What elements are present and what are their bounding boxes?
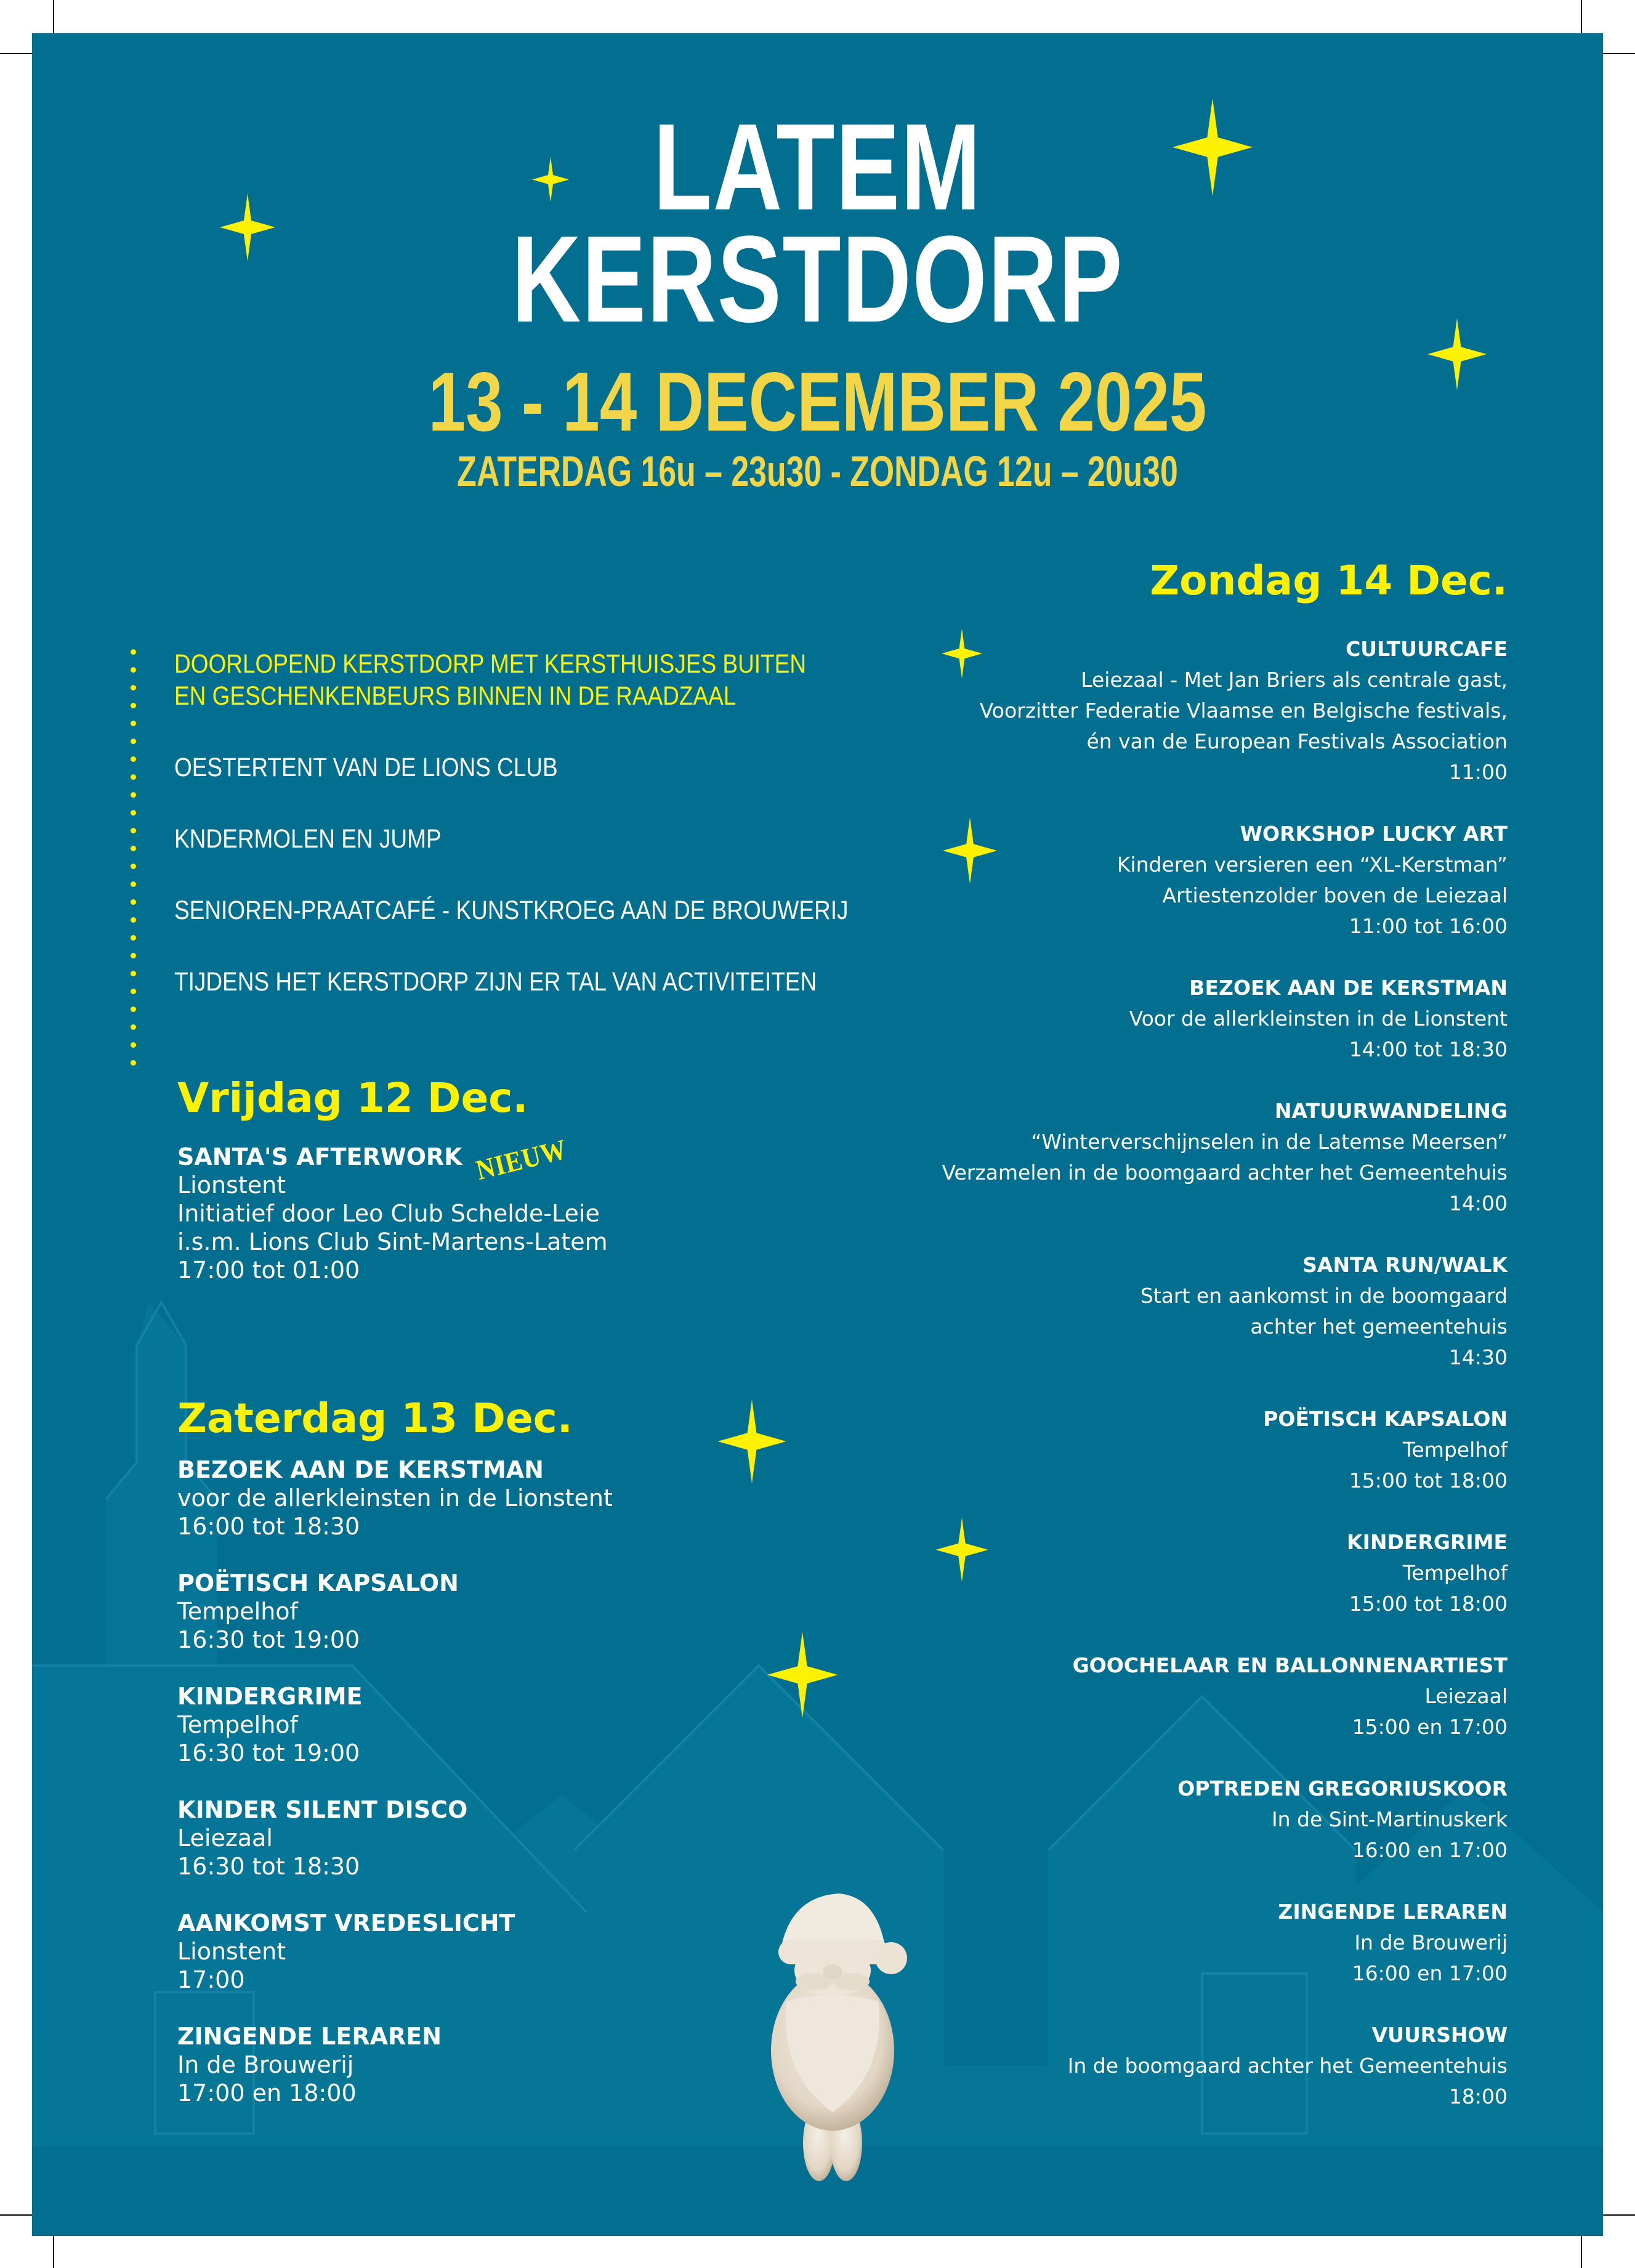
event-item bbox=[177, 1682, 613, 1767]
event-title: KINDERGRIME bbox=[177, 1683, 363, 1710]
event-item bbox=[942, 634, 1508, 788]
event-time: 18:00 bbox=[1448, 2084, 1508, 2108]
event-item bbox=[942, 973, 1508, 1065]
event-time: 16:00 tot 18:30 bbox=[177, 1513, 360, 1540]
event-time: 17:00 tot 01:00 bbox=[177, 1257, 360, 1284]
day-heading-saturday: Zaterdag 13 Dec. bbox=[177, 1395, 573, 1442]
intro-item: OESTERTENT VAN DE LIONS CLUB bbox=[174, 753, 558, 782]
trim-mark-top-left-v bbox=[53, 0, 54, 38]
event-time: 11:00 tot 16:00 bbox=[1349, 914, 1508, 938]
new-badge: NIEUW bbox=[472, 1133, 570, 1186]
event-time: 16:00 en 17:00 bbox=[1352, 1961, 1508, 1985]
event-title: BEZOEK AAN DE KERSTMAN bbox=[1189, 976, 1508, 1000]
event-title: ZINGENDE LERAREN bbox=[177, 2023, 442, 2050]
event-title: SANTA'S AFTERWORK bbox=[177, 1143, 462, 1170]
day-heading-friday: Vrijdag 12 Dec. bbox=[177, 1074, 528, 1122]
event-item bbox=[942, 1250, 1508, 1373]
intro-item: DOORLOPEND KERSTDORP MET KERSTHUISJES BUITEN bbox=[174, 649, 807, 679]
event-title: POËTISCH KAPSALON bbox=[1263, 1407, 1508, 1431]
event-location: In de Brouwerij bbox=[1354, 1930, 1508, 1954]
event-location: In de boomgaard achter het Gemeentehuis bbox=[1067, 2054, 1508, 2078]
event-item bbox=[177, 1569, 613, 1654]
event-item bbox=[942, 1527, 1508, 1619]
event-item bbox=[942, 1897, 1508, 1989]
intro-list bbox=[174, 616, 913, 998]
sunday-section bbox=[942, 557, 1508, 2143]
event-location: Lionstent bbox=[177, 1172, 286, 1199]
event-location: Artiestenzolder boven de Leiezaal bbox=[1162, 883, 1508, 907]
sparkle-star-icon bbox=[709, 1399, 794, 1483]
event-title: AANKOMST VREDESLICHT bbox=[177, 1910, 515, 1937]
event-time: 17:00 en 18:00 bbox=[177, 2080, 357, 2107]
friday-section bbox=[177, 1074, 608, 1313]
event-time: 16:30 tot 18:30 bbox=[177, 1853, 360, 1880]
event-time: 14:30 bbox=[1448, 1345, 1508, 1369]
event-location: In de Sint-Martinuskerk bbox=[1271, 1807, 1508, 1831]
sparkle-star-icon bbox=[761, 1632, 844, 1718]
title-line-2: KERSTDORP bbox=[511, 211, 1124, 348]
event-location: In de Brouwerij bbox=[177, 2051, 354, 2078]
event-item bbox=[942, 1650, 1508, 1743]
event-time: 14:00 bbox=[1448, 1191, 1508, 1215]
event-detail: i.s.m. Lions Club Sint-Martens-Latem bbox=[177, 1228, 608, 1255]
event-location: Start en aankomst in de boomgaard bbox=[1140, 1284, 1508, 1308]
event-detail: Initiatief door Leo Club Schelde-Leie bbox=[177, 1200, 600, 1227]
event-title: GOOCHELAAR EN BALLONNENARTIEST bbox=[1072, 1653, 1508, 1677]
event-location: Tempelhof bbox=[177, 1598, 298, 1625]
event-title: NATUURWANDELING bbox=[1274, 1099, 1508, 1123]
event-detail: én van de European Festivals Association bbox=[1086, 729, 1508, 753]
event-time: 16:30 tot 19:00 bbox=[177, 1626, 360, 1653]
event-time: 14:00 tot 18:30 bbox=[1349, 1037, 1508, 1061]
event-location: Leiezaal bbox=[1424, 1684, 1508, 1708]
event-item bbox=[942, 1773, 1508, 1866]
poster bbox=[32, 33, 1603, 2236]
event-title: ZINGENDE LERAREN bbox=[1278, 1900, 1508, 1924]
intro-item: EN GESCHENKENBEURS BINNEN IN DE RAADZAAL bbox=[174, 681, 737, 711]
saturday-section bbox=[177, 1395, 613, 2136]
event-location: Tempelhof bbox=[1402, 1438, 1508, 1462]
intro-item: KNDERMOLEN EN JUMP bbox=[174, 824, 442, 854]
event-location: Voor de allerkleinsten in de Lionstent bbox=[1129, 1006, 1508, 1031]
trim-mark-top-right-v bbox=[1581, 0, 1582, 38]
event-location: Leiezaal bbox=[177, 1825, 273, 1852]
event-title: WORKSHOP LUCKY ART bbox=[1240, 822, 1508, 846]
event-detail: Kinderen versieren een “XL-Kerstman” bbox=[1116, 853, 1508, 877]
event-title: POËTISCH KAPSALON bbox=[177, 1569, 459, 1597]
title-line-1: LATEM bbox=[653, 99, 982, 236]
event-detail: “Winterverschijnselen in de Latemse Meersen” bbox=[1031, 1130, 1508, 1154]
event-item bbox=[177, 1796, 613, 1881]
event-title: OPTREDEN GREGORIUSKOOR bbox=[1177, 1776, 1508, 1800]
event-title: KINDERGRIME bbox=[1347, 1530, 1508, 1554]
event-detail: Voorzitter Federatie Vlaamse en Belgische festivals, bbox=[979, 699, 1508, 723]
event-item bbox=[942, 2020, 1508, 2112]
event-title: CULTUURCAFE bbox=[1346, 637, 1508, 661]
event-time: 11:00 bbox=[1448, 760, 1508, 784]
event-title: BEZOEK AAN DE KERSTMAN bbox=[177, 1456, 544, 1483]
event-time: 16:00 en 17:00 bbox=[1352, 1838, 1508, 1862]
dotted-divider bbox=[131, 649, 138, 1078]
event-location: voor de allerkleinsten in de Lionstent bbox=[177, 1484, 613, 1512]
event-item bbox=[942, 819, 1508, 942]
event-location: achter het gemeentehuis bbox=[1250, 1314, 1508, 1339]
event-item bbox=[942, 1096, 1508, 1219]
event-location: Verzamelen in de boomgaard achter het Gemeentehuis bbox=[942, 1160, 1508, 1185]
event-time: 15:00 en 17:00 bbox=[1352, 1715, 1508, 1739]
event-title: KINDER SILENT DISCO bbox=[177, 1796, 468, 1823]
event-location: Lionstent bbox=[177, 1938, 286, 1965]
event-location: Tempelhof bbox=[1402, 1561, 1508, 1585]
event-time: 16:30 tot 19:00 bbox=[177, 1739, 360, 1767]
intro-item: TIJDENS HET KERSTDORP ZIJN ER TAL VAN ACTIVITEITEN bbox=[174, 967, 817, 997]
event-time: 17:00 bbox=[177, 1966, 245, 1993]
day-heading-sunday: Zondag 14 Dec. bbox=[1150, 557, 1508, 604]
opening-hours: ZATERDAG 16u – 23u30 - ZONDAG 12u – 20u30 bbox=[457, 447, 1178, 495]
event-detail: Leiezaal - Met Jan Briers als centrale gast, bbox=[1081, 668, 1508, 692]
event-location: Tempelhof bbox=[177, 1711, 298, 1738]
event-time: 15:00 tot 18:00 bbox=[1349, 1592, 1508, 1616]
intro-item: SENIOREN-PRAATCAFÉ - KUNSTKROEG AAN DE BROUWERIJ bbox=[174, 896, 849, 925]
event-item bbox=[177, 2022, 613, 2107]
event-item bbox=[177, 1456, 613, 1541]
event-title: SANTA RUN/WALK bbox=[1302, 1253, 1508, 1277]
event-title: VUURSHOW bbox=[1371, 2023, 1508, 2047]
event-time: 15:00 tot 18:00 bbox=[1349, 1468, 1508, 1492]
santa-figurine bbox=[753, 1878, 913, 2186]
event-item bbox=[177, 1909, 613, 1994]
event-item bbox=[942, 1404, 1508, 1496]
event-date: 13 - 14 DECEMBER 2025 bbox=[428, 355, 1207, 448]
